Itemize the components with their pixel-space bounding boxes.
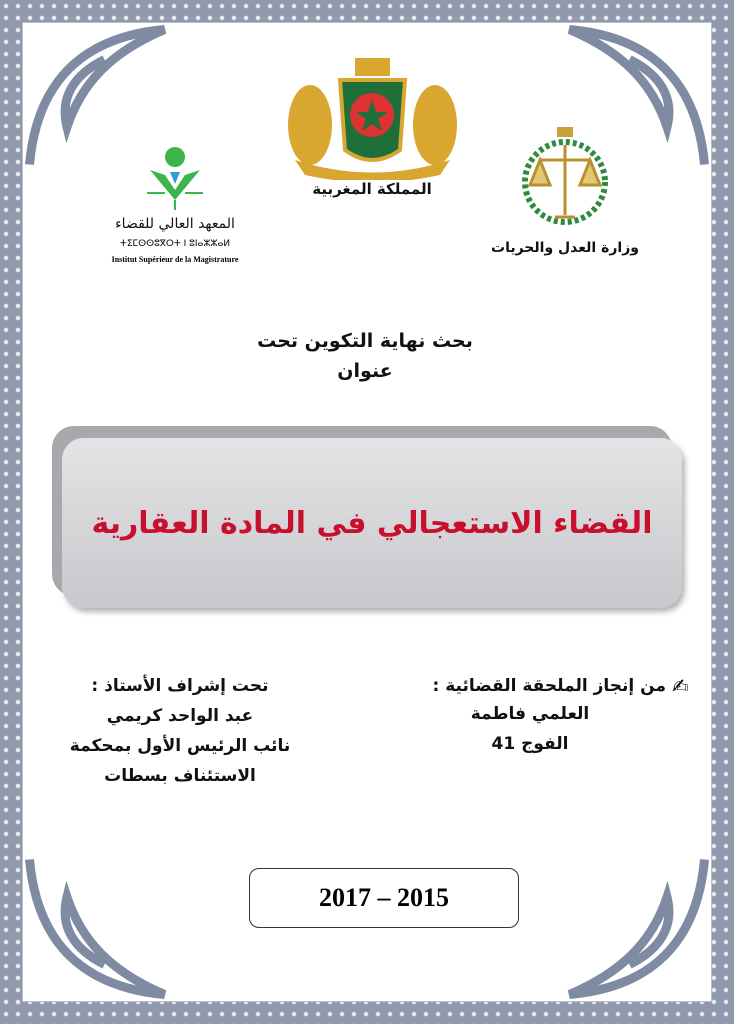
ministry-logo: [520, 125, 610, 230]
institute-name-tifinagh: ⵜⵉⵎⵙⵙⵓⴳⵔⵜ ⵏ ⵓⵏⴰⵣⵣⴰⵍ: [119, 239, 231, 249]
institute-name-ar: المعهد العالي للقضاء: [115, 216, 235, 232]
corner-ornament: [22, 852, 172, 1002]
supervisor-role-2: الاستئناف بسطات: [104, 766, 256, 786]
book-pen-icon: ✍: [672, 674, 689, 698]
supervisor-name: عبد الواحد كريمي: [106, 706, 254, 726]
title-box: [62, 438, 682, 608]
ministry-label: وزارة العدل والحريات: [491, 240, 639, 256]
supervisor-role-1: نائب الرئيس الأول بمحكمة: [69, 736, 291, 756]
author-group: الفوج 41: [491, 734, 569, 754]
corner-ornament: [562, 852, 712, 1002]
kingdom-label: المملكة المغربية: [312, 180, 432, 198]
institute-logo: [145, 145, 205, 215]
moroccan-coat-of-arms: [280, 50, 465, 180]
intro-line-2: عنوان: [337, 360, 393, 382]
institute-name-fr: Institut Supérieur de la Magistrature: [111, 255, 239, 264]
intro-line-1: بحث نهاية التكوين تحت: [257, 330, 473, 352]
supervisor-label: تحت إشراف الأستاذ :: [91, 676, 269, 696]
author-label: من إنجاز الملحقة القضائية :: [432, 676, 666, 696]
author-name: العلمي فاطمة: [470, 704, 590, 724]
academic-years: 2017 – 2015: [249, 868, 519, 928]
thesis-title: القضاء الاستعجالي في المادة العقارية: [91, 505, 653, 541]
